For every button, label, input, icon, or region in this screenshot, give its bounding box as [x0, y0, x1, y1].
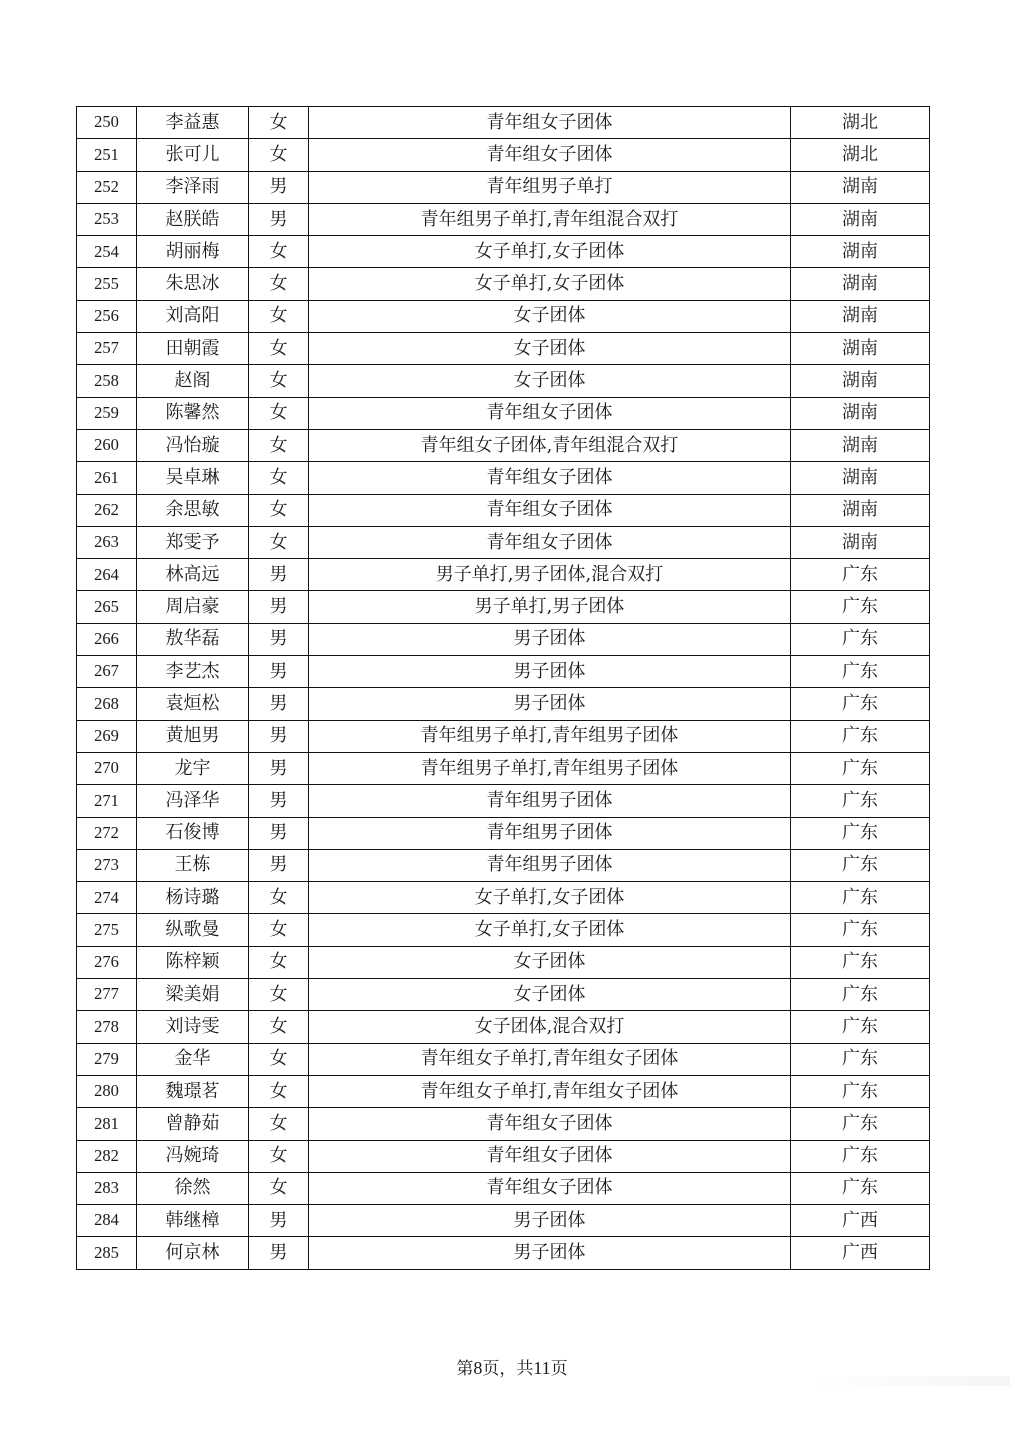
- cell-number: 276: [77, 946, 137, 978]
- cell-province: 广东: [791, 785, 930, 817]
- cell-province: 广东: [791, 1011, 930, 1043]
- cell-events: 青年组男子单打,青年组混合双打: [309, 203, 791, 235]
- cell-gender: 女: [249, 1172, 309, 1204]
- cell-province: 广东: [791, 914, 930, 946]
- cell-name: 刘高阳: [137, 300, 249, 332]
- footer-total-pages: 11: [533, 1358, 551, 1378]
- cell-events: 青年组女子单打,青年组女子团体: [309, 1043, 791, 1075]
- cell-gender: 女: [249, 333, 309, 365]
- table-row: [77, 107, 930, 139]
- cell-events: 青年组男子单打,青年组男子团体: [309, 720, 791, 752]
- table-row: [77, 752, 930, 784]
- cell-name: 何京林: [137, 1237, 249, 1269]
- cell-gender: 女: [249, 300, 309, 332]
- cell-gender: 女: [249, 1043, 309, 1075]
- cell-name: 陈馨然: [137, 397, 249, 429]
- cell-number: 282: [77, 1140, 137, 1172]
- cell-province: 广东: [791, 1075, 930, 1107]
- cell-name: 张可儿: [137, 139, 249, 171]
- cell-number: 251: [77, 139, 137, 171]
- table-row: [77, 300, 930, 332]
- cell-name: 周启豪: [137, 591, 249, 623]
- footer-page-number: 8: [473, 1358, 483, 1378]
- cell-name: 王栋: [137, 849, 249, 881]
- cell-events: 青年组女子团体: [309, 526, 791, 558]
- cell-number: 285: [77, 1237, 137, 1269]
- cell-province: 广东: [791, 1043, 930, 1075]
- cell-events: 男子单打,男子团体,混合双打: [309, 559, 791, 591]
- cell-province: 广东: [791, 849, 930, 881]
- cell-name: 韩继樟: [137, 1205, 249, 1237]
- cell-name: 袁烜松: [137, 688, 249, 720]
- table-row: [77, 236, 930, 268]
- cell-events: 青年组女子团体: [309, 1140, 791, 1172]
- cell-events: 女子单打,女子团体: [309, 268, 791, 300]
- cell-gender: 男: [249, 1237, 309, 1269]
- cell-events: 女子团体: [309, 946, 791, 978]
- cell-province: 湖北: [791, 107, 930, 139]
- cell-events: 青年组女子团体,青年组混合双打: [309, 429, 791, 461]
- cell-gender: 女: [249, 429, 309, 461]
- table-row: [77, 688, 930, 720]
- cell-number: 268: [77, 688, 137, 720]
- cell-number: 270: [77, 752, 137, 784]
- cell-name: 林高远: [137, 559, 249, 591]
- table-row: [77, 849, 930, 881]
- cell-gender: 男: [249, 559, 309, 591]
- table-row: [77, 1075, 930, 1107]
- cell-gender: 男: [249, 623, 309, 655]
- cell-number: 250: [77, 107, 137, 139]
- cell-name: 余思敏: [137, 494, 249, 526]
- cell-number: 255: [77, 268, 137, 300]
- table-row: [77, 1140, 930, 1172]
- cell-events: 男子团体: [309, 623, 791, 655]
- cell-events: 青年组男子团体: [309, 817, 791, 849]
- cell-events: 男子团体: [309, 1205, 791, 1237]
- cell-gender: 女: [249, 946, 309, 978]
- cell-province: 湖南: [791, 429, 930, 461]
- cell-gender: 女: [249, 494, 309, 526]
- cell-number: 262: [77, 494, 137, 526]
- table-row: [77, 882, 930, 914]
- table-row: [77, 526, 930, 558]
- cell-province: 湖南: [791, 268, 930, 300]
- cell-name: 赵朕皓: [137, 203, 249, 235]
- cell-events: 青年组女子单打,青年组女子团体: [309, 1075, 791, 1107]
- table-row: [77, 720, 930, 752]
- cell-province: 湖南: [791, 494, 930, 526]
- cell-gender: 男: [249, 591, 309, 623]
- cell-name: 黄旭男: [137, 720, 249, 752]
- cell-events: 青年组女子团体: [309, 494, 791, 526]
- table-row: [77, 1205, 930, 1237]
- cell-events: 女子团体: [309, 333, 791, 365]
- cell-gender: 女: [249, 365, 309, 397]
- footer-prefix: 第: [456, 1359, 474, 1379]
- cell-name: 陈梓颖: [137, 946, 249, 978]
- cell-gender: 男: [249, 1205, 309, 1237]
- cell-number: 284: [77, 1205, 137, 1237]
- cell-province: 湖南: [791, 333, 930, 365]
- cell-gender: 男: [249, 656, 309, 688]
- cell-events: 青年组男子团体: [309, 785, 791, 817]
- roster-table-body: [77, 107, 930, 1270]
- table-row: [77, 1043, 930, 1075]
- table-row: [77, 139, 930, 171]
- cell-name: 赵阁: [137, 365, 249, 397]
- cell-number: 261: [77, 462, 137, 494]
- cell-events: 青年组男子团体: [309, 849, 791, 881]
- table-row: [77, 462, 930, 494]
- table-row: [77, 946, 930, 978]
- cell-number: 264: [77, 559, 137, 591]
- cell-gender: 女: [249, 107, 309, 139]
- cell-province: 广东: [791, 720, 930, 752]
- cell-name: 冯泽华: [137, 785, 249, 817]
- cell-name: 刘诗雯: [137, 1011, 249, 1043]
- cell-events: 女子团体,混合双打: [309, 1011, 791, 1043]
- cell-events: 女子团体: [309, 300, 791, 332]
- cell-gender: 男: [249, 688, 309, 720]
- cell-province: 广东: [791, 752, 930, 784]
- cell-province: 广东: [791, 1172, 930, 1204]
- cell-number: 254: [77, 236, 137, 268]
- table-row: [77, 1108, 930, 1140]
- cell-events: 男子团体: [309, 1237, 791, 1269]
- cell-number: 272: [77, 817, 137, 849]
- table-row: [77, 785, 930, 817]
- cell-name: 李益惠: [137, 107, 249, 139]
- cell-number: 279: [77, 1043, 137, 1075]
- cell-events: 青年组男子单打,青年组男子团体: [309, 752, 791, 784]
- cell-number: 273: [77, 849, 137, 881]
- footer-middle: 页，共: [482, 1359, 534, 1379]
- table-row: [77, 914, 930, 946]
- table-row: [77, 429, 930, 461]
- cell-number: 281: [77, 1108, 137, 1140]
- table-row: [77, 203, 930, 235]
- cell-gender: 女: [249, 397, 309, 429]
- cell-name: 朱思冰: [137, 268, 249, 300]
- cell-number: 259: [77, 397, 137, 429]
- cell-number: 256: [77, 300, 137, 332]
- cell-number: 274: [77, 882, 137, 914]
- cell-events: 男子团体: [309, 688, 791, 720]
- cell-events: 女子单打,女子团体: [309, 882, 791, 914]
- cell-province: 湖南: [791, 171, 930, 203]
- cell-number: 266: [77, 623, 137, 655]
- table-row: [77, 623, 930, 655]
- cell-name: 石俊博: [137, 817, 249, 849]
- cell-number: 260: [77, 429, 137, 461]
- table-row: [77, 171, 930, 203]
- table-row: [77, 591, 930, 623]
- cell-province: 广东: [791, 591, 930, 623]
- cell-number: 257: [77, 333, 137, 365]
- cell-gender: 女: [249, 914, 309, 946]
- cell-events: 女子单打,女子团体: [309, 914, 791, 946]
- cell-number: 275: [77, 914, 137, 946]
- cell-name: 纵歌曼: [137, 914, 249, 946]
- cell-name: 冯婉琦: [137, 1140, 249, 1172]
- cell-number: 280: [77, 1075, 137, 1107]
- table-row: [77, 1172, 930, 1204]
- cell-number: 253: [77, 203, 137, 235]
- cell-events: 男子团体: [309, 656, 791, 688]
- table-row: [77, 656, 930, 688]
- cell-number: 252: [77, 171, 137, 203]
- cell-events: 青年组女子团体: [309, 462, 791, 494]
- cell-name: 金华: [137, 1043, 249, 1075]
- cell-name: 曾静茹: [137, 1108, 249, 1140]
- cell-number: 277: [77, 979, 137, 1011]
- roster-table: [76, 106, 930, 1270]
- cell-number: 271: [77, 785, 137, 817]
- cell-name: 龙宇: [137, 752, 249, 784]
- cell-name: 胡丽梅: [137, 236, 249, 268]
- table-row: [77, 817, 930, 849]
- cell-gender: 男: [249, 171, 309, 203]
- cell-events: 青年组女子团体: [309, 107, 791, 139]
- cell-events: 青年组男子单打: [309, 171, 791, 203]
- cell-number: 263: [77, 526, 137, 558]
- cell-province: 广东: [791, 817, 930, 849]
- cell-number: 278: [77, 1011, 137, 1043]
- cell-events: 女子单打,女子团体: [309, 236, 791, 268]
- cell-gender: 女: [249, 882, 309, 914]
- cell-name: 田朝霞: [137, 333, 249, 365]
- cell-gender: 女: [249, 526, 309, 558]
- footer-suffix: 页: [550, 1359, 568, 1379]
- table-row: [77, 1011, 930, 1043]
- cell-name: 徐然: [137, 1172, 249, 1204]
- cell-name: 吴卓琳: [137, 462, 249, 494]
- scan-edge-decoration: [810, 1376, 1010, 1386]
- cell-name: 敖华磊: [137, 623, 249, 655]
- table-row: [77, 365, 930, 397]
- cell-events: 青年组女子团体: [309, 1172, 791, 1204]
- cell-gender: 女: [249, 268, 309, 300]
- cell-province: 湖南: [791, 526, 930, 558]
- cell-name: 冯怡璇: [137, 429, 249, 461]
- cell-gender: 男: [249, 203, 309, 235]
- cell-province: 湖南: [791, 462, 930, 494]
- table-row: [77, 1237, 930, 1269]
- cell-number: 258: [77, 365, 137, 397]
- cell-gender: 男: [249, 785, 309, 817]
- cell-province: 湖南: [791, 397, 930, 429]
- cell-events: 女子团体: [309, 979, 791, 1011]
- table-row: [77, 559, 930, 591]
- cell-events: 女子团体: [309, 365, 791, 397]
- cell-number: 269: [77, 720, 137, 752]
- cell-gender: 女: [249, 1075, 309, 1107]
- cell-events: 青年组女子团体: [309, 1108, 791, 1140]
- cell-gender: 男: [249, 720, 309, 752]
- cell-name: 李泽雨: [137, 171, 249, 203]
- table-row: [77, 494, 930, 526]
- cell-name: 李艺杰: [137, 656, 249, 688]
- cell-province: 湖南: [791, 236, 930, 268]
- cell-name: 魏璟茗: [137, 1075, 249, 1107]
- cell-gender: 女: [249, 236, 309, 268]
- cell-events: 男子单打,男子团体: [309, 591, 791, 623]
- cell-province: 广东: [791, 656, 930, 688]
- cell-province: 湖南: [791, 203, 930, 235]
- cell-province: 广西: [791, 1237, 930, 1269]
- cell-province: 广东: [791, 688, 930, 720]
- cell-province: 湖南: [791, 365, 930, 397]
- table-row: [77, 979, 930, 1011]
- cell-number: 283: [77, 1172, 137, 1204]
- cell-gender: 男: [249, 849, 309, 881]
- cell-province: 广东: [791, 1140, 930, 1172]
- cell-province: 广东: [791, 559, 930, 591]
- cell-province: 广东: [791, 882, 930, 914]
- cell-events: 青年组女子团体: [309, 397, 791, 429]
- cell-gender: 女: [249, 139, 309, 171]
- cell-province: 广东: [791, 1108, 930, 1140]
- cell-province: 湖北: [791, 139, 930, 171]
- cell-gender: 女: [249, 1011, 309, 1043]
- cell-province: 广东: [791, 979, 930, 1011]
- cell-name: 杨诗璐: [137, 882, 249, 914]
- table-row: [77, 333, 930, 365]
- cell-name: 郑雯予: [137, 526, 249, 558]
- cell-number: 267: [77, 656, 137, 688]
- cell-gender: 女: [249, 462, 309, 494]
- table-row: [77, 268, 930, 300]
- cell-province: 湖南: [791, 300, 930, 332]
- cell-province: 广西: [791, 1205, 930, 1237]
- cell-gender: 男: [249, 752, 309, 784]
- cell-events: 青年组女子团体: [309, 139, 791, 171]
- cell-name: 梁美娟: [137, 979, 249, 1011]
- cell-number: 265: [77, 591, 137, 623]
- cell-gender: 男: [249, 817, 309, 849]
- cell-gender: 女: [249, 1108, 309, 1140]
- cell-gender: 女: [249, 979, 309, 1011]
- cell-gender: 女: [249, 1140, 309, 1172]
- cell-province: 广东: [791, 946, 930, 978]
- table-row: [77, 397, 930, 429]
- cell-province: 广东: [791, 623, 930, 655]
